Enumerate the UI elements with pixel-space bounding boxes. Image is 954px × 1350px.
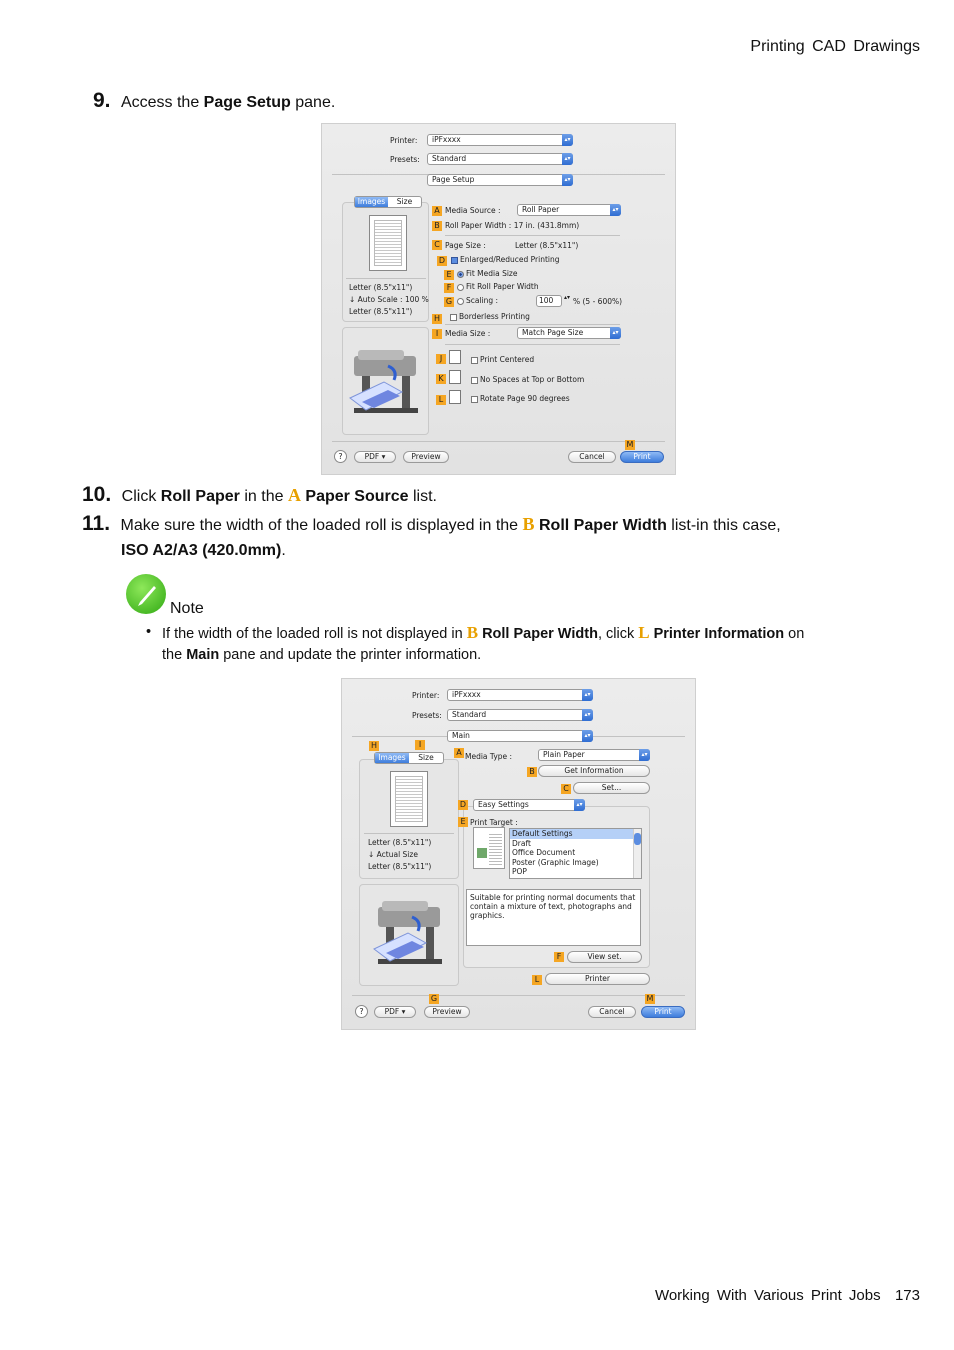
note-text-line2: the Main pane and update the printer information. <box>162 647 482 663</box>
page-size-label: Page Size : <box>445 241 486 250</box>
main-dialog-screenshot <box>341 678 696 1030</box>
list-scrollbar[interactable] <box>633 829 641 878</box>
tab-size[interactable]: Size <box>418 753 434 762</box>
print-target-list[interactable] <box>509 828 642 879</box>
rotate-page-icon <box>449 390 461 404</box>
select-arrow-icon: ▴▾ <box>574 799 585 811</box>
preview-button[interactable]: Preview <box>403 451 449 463</box>
tab-images[interactable]: Images <box>355 197 388 207</box>
enlarged-reduced-checkbox[interactable]: Enlarged/Reduced Printing <box>451 255 560 264</box>
scaling-stepper-icon[interactable]: ▴▾ <box>564 294 571 301</box>
step-number: 11. <box>82 512 111 535</box>
page-size-value: Letter (8.5"x11") <box>515 241 579 250</box>
printer-label: Printer: <box>412 691 440 700</box>
borderless-printing-checkbox[interactable]: Borderless Printing <box>450 312 530 321</box>
marker-m: M <box>626 440 634 449</box>
footer-text: Working With Various Print Jobs <box>654 1287 881 1304</box>
running-header: Printing CAD Drawings <box>750 38 920 55</box>
marker-g: G <box>445 297 453 306</box>
step-10 <box>82 483 437 507</box>
get-information-button[interactable]: Get Information <box>538 765 650 777</box>
printer-illustration-icon <box>366 893 454 981</box>
media-source-label: Media Source : <box>445 206 501 215</box>
marker-a: A <box>432 206 442 216</box>
preview-button[interactable]: Preview <box>424 1006 470 1018</box>
step-9 <box>93 89 335 113</box>
description-text: Suitable for printing normal documents that contain a mixture of text, photographs and graphics. <box>466 889 641 946</box>
help-icon[interactable]: ? <box>334 450 347 463</box>
fit-roll-paper-width-radio[interactable]: Fit Roll Paper Width <box>457 282 539 291</box>
step-number: 9. <box>93 89 111 112</box>
presets-label: Presets: <box>390 155 420 164</box>
list-item[interactable]: POP <box>512 867 527 876</box>
select-arrow-icon: ▴▾ <box>582 709 593 721</box>
printer-information-button[interactable]: Printer <box>545 973 650 985</box>
no-spaces-icon <box>449 370 461 384</box>
preview-tabs[interactable] <box>374 752 444 764</box>
pane-select[interactable]: Page Setup ▴▾ <box>427 174 573 186</box>
marker-c: C <box>561 784 571 794</box>
step-number: 10. <box>82 483 112 506</box>
page-setup-dialog-screenshot <box>321 123 676 475</box>
marker-d: D <box>438 256 446 265</box>
marker-g: G <box>430 994 438 1003</box>
preview-tabs[interactable] <box>354 196 422 208</box>
help-icon[interactable]: ? <box>355 1005 368 1018</box>
marker-l: L <box>532 975 542 985</box>
marker-i: I <box>415 740 425 750</box>
page-preview <box>390 771 428 827</box>
note-block <box>126 574 166 614</box>
marker-h: H <box>433 314 440 323</box>
cancel-button[interactable]: Cancel <box>568 451 616 463</box>
select-arrow-icon: ▴▾ <box>582 730 593 742</box>
presets-label: Presets: <box>412 711 442 720</box>
info-output-size: Letter (8.5"x11") <box>368 862 432 871</box>
info-output-size: Letter (8.5"x11") <box>349 307 413 316</box>
marker-j: J <box>436 354 446 364</box>
marker-d: D <box>459 800 467 809</box>
print-target-label: Print Target : <box>470 818 518 827</box>
marker-k: K <box>436 374 446 384</box>
select-arrow-icon: ▴▾ <box>562 134 573 146</box>
page-preview <box>369 215 407 271</box>
running-footer <box>655 1287 920 1304</box>
cancel-button[interactable]: Cancel <box>588 1006 636 1018</box>
select-arrow-icon: ▴▾ <box>582 689 593 701</box>
print-centered-checkbox[interactable]: Print Centered <box>471 355 534 364</box>
print-button[interactable]: Print <box>620 451 664 463</box>
list-item[interactable]: Default Settings <box>510 829 641 839</box>
no-spaces-checkbox[interactable]: No Spaces at Top or Bottom <box>471 375 584 384</box>
scaling-range: % (5 - 600%) <box>573 297 623 306</box>
presets-select[interactable]: Standard ▴▾ <box>427 153 573 165</box>
select-arrow-icon: ▴▾ <box>639 749 650 761</box>
media-type-select[interactable]: Plain Paper ▴▾ <box>538 749 650 761</box>
printer-label: Printer: <box>390 136 418 145</box>
fit-media-size-radio[interactable]: Fit Media Size <box>457 269 517 278</box>
printer-illustration-icon <box>344 342 428 430</box>
marker-a: A <box>454 748 464 758</box>
marker-f: F <box>554 952 564 962</box>
note-bullet: • <box>146 624 152 640</box>
easy-settings-select[interactable]: Easy Settings ▴▾ <box>473 799 585 811</box>
print-button[interactable]: Print <box>641 1006 685 1018</box>
marker-b: B <box>527 767 537 777</box>
media-type-label: Media Type : <box>465 752 513 761</box>
roll-paper-width: Roll Paper Width : 17 in. (431.8mm) <box>445 221 580 230</box>
note-label: Note <box>170 600 204 617</box>
marker-e: E <box>458 817 468 827</box>
scaling-radio[interactable]: Scaling : <box>457 296 498 305</box>
printer-select[interactable]: iPFxxxx ▴▾ <box>427 134 573 146</box>
step-text: Access the Page Setup pane. <box>120 94 336 111</box>
tab-size[interactable]: Size <box>396 197 413 206</box>
list-item[interactable]: Poster (Graphic Image) <box>512 857 599 867</box>
pdf-button[interactable]: PDF ▾ <box>354 451 396 463</box>
scaling-input[interactable]: 100 <box>536 295 562 307</box>
select-arrow-icon: ▴▾ <box>562 153 573 165</box>
note-pencil-icon <box>126 574 166 614</box>
step-text: Make sure the width of the loaded roll is displayed in the B Roll Paper Width list-in this case, <box>120 514 781 534</box>
marker-i: I <box>432 329 442 339</box>
step-11-continued: ISO A2/A3 (420.0mm). <box>121 542 286 559</box>
media-size-select[interactable]: Match Page Size ▴▾ <box>517 327 621 339</box>
info-scale: ↓ Auto Scale : 100 % <box>349 295 429 304</box>
marker-h: H <box>370 741 377 750</box>
marker-f: F <box>444 283 454 293</box>
step-11 <box>82 512 781 536</box>
print-target-thumbnail-icon <box>473 827 505 869</box>
printer-select[interactable]: iPFxxxx ▴▾ <box>447 689 593 701</box>
view-settings-button[interactable]: View set. <box>567 951 642 963</box>
print-centered-icon <box>449 350 461 364</box>
list-item[interactable]: Draft <box>512 838 531 848</box>
select-arrow-icon: ▴▾ <box>610 327 621 339</box>
media-source-select[interactable]: Roll Paper ▴▾ <box>517 204 621 216</box>
list-item[interactable]: Office Document <box>512 848 576 857</box>
note-text-line1: If the width of the loaded roll is not displayed in B Roll Paper Width, click L Printer Information on <box>162 623 805 642</box>
set-button[interactable]: Set... <box>573 782 650 794</box>
page-number: 173 <box>894 1287 920 1304</box>
info-scale: ↓ Actual Size <box>368 850 418 859</box>
marker-l: L <box>436 395 446 405</box>
select-arrow-icon: ▴▾ <box>610 204 621 216</box>
pane-select[interactable]: Main ▴▾ <box>447 730 593 742</box>
select-arrow-icon: ▴▾ <box>562 174 573 186</box>
media-size-label: Media Size : <box>445 329 491 338</box>
marker-e: E <box>444 270 454 280</box>
pdf-button[interactable]: PDF ▾ <box>374 1006 416 1018</box>
marker-m: M <box>646 994 654 1003</box>
rotate-page-checkbox[interactable]: Rotate Page 90 degrees <box>471 394 570 403</box>
info-original-size: Letter (8.5"x11") <box>349 283 413 292</box>
marker-b: B <box>432 221 442 231</box>
info-original-size: Letter (8.5"x11") <box>368 838 432 847</box>
marker-c: C <box>432 240 442 250</box>
presets-select[interactable]: Standard ▴▾ <box>447 709 593 721</box>
step-text: Click Roll Paper in the A Paper Source list. <box>121 485 437 505</box>
tab-images[interactable]: Images <box>375 753 409 763</box>
